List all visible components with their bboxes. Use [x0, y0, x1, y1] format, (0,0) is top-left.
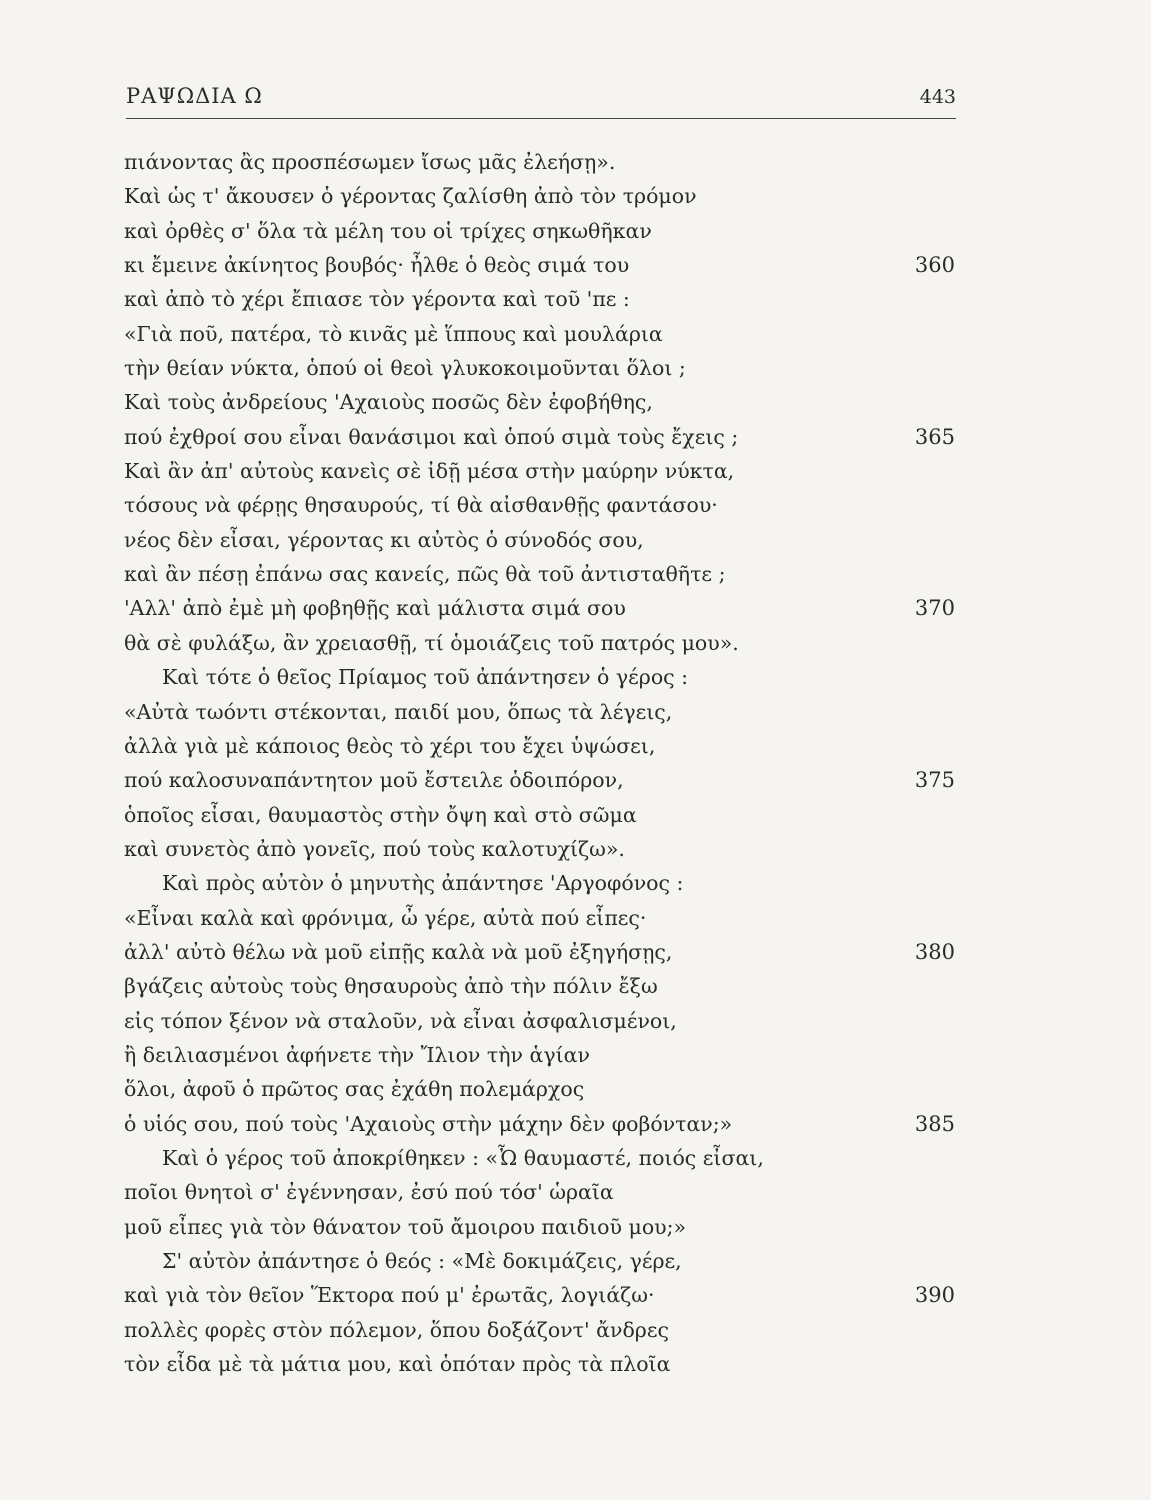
verse-line [0, 935, 1151, 969]
verse-line [0, 248, 1151, 282]
verse-text: τὴν θείαν νύκτα, ὁπού οἱ θεοὶ γλυκοκοιμοῦνται ὅλοι ; [124, 356, 686, 381]
verse-text: καὶ ἀπὸ τὸ χέρι ἔπιασε τὸν γέροντα καὶ τοῦ 'πε : [124, 287, 630, 312]
verse-text: βγάζεις αὐτοὺς τοὺς θησαυροὺς ἀπὸ τὴν πόλιν ἔξω [124, 974, 658, 999]
line-number: 380 [914, 939, 955, 964]
verse-text: ποῖοι θνητοὶ σ' ἐγέννησαν, ἐσύ πού τόσ' ὡραῖα [124, 1180, 614, 1205]
verse-text: 'Αλλ' ἀπὸ ἐμὲ μὴ φοβηθῇς καὶ μάλιστα σιμά σου [124, 596, 626, 621]
verse-line [0, 695, 1151, 729]
verse-line [0, 1107, 1151, 1141]
verse-text: πού καλοσυναπάντητον μοῦ ἔστειλε ὁδοιπόρον, [124, 768, 624, 793]
verse-line [0, 866, 1151, 900]
verse-text: τόσους νὰ φέρῃς θησαυρούς, τί θὰ αἰσθανθῇς φαντάσου· [124, 493, 718, 518]
verse-line [0, 1244, 1151, 1278]
verse-text: ὅλοι, ἀφοῦ ὁ πρῶτος σας ἐχάθη πολεμάρχος [124, 1077, 585, 1102]
verse-line [0, 1210, 1151, 1244]
verse-line [0, 557, 1151, 591]
page-number: 443 [919, 86, 956, 108]
verse-line [0, 832, 1151, 866]
verse-line [0, 1072, 1151, 1106]
verse-text: πολλὲς φορὲς στὸν πόλεμον, ὅπου δοξάζοντ' ἄνδρες [124, 1317, 669, 1342]
verse-text: «Αὐτὰ τωόντι στέκονται, παιδί μου, ὅπως τὰ λέγεις, [124, 699, 673, 724]
verse-line [0, 179, 1151, 213]
verse-line [0, 214, 1151, 248]
verse-text: Καὶ τοὺς ἀνδρείους 'Αχαιοὺς ποσῶς δὲν ἐφοβήθης, [124, 390, 653, 415]
verse-text: ἢ δειλιασμένοι ἀφήνετε τὴν Ἴλιον τὴν ἁγίαν [124, 1042, 590, 1067]
verse-text: ἀλλ' αὐτὸ θέλω νὰ μοῦ εἰπῇς καλὰ νὰ μοῦ ἐξηγήσῃς, [124, 939, 673, 964]
verse-line [0, 1038, 1151, 1072]
line-number: 360 [914, 253, 955, 278]
verse-text: καὶ συνετὸς ἀπὸ γονεῖς, πού τοὺς καλοτυχίζω». [124, 836, 625, 861]
verse-line [0, 1313, 1151, 1347]
verse-line [0, 420, 1151, 454]
verse-text: ὁποῖος εἶσαι, θαυμαστὸς στὴν ὄψη καὶ στὸ σῶμα [124, 802, 637, 827]
verse-line [0, 798, 1151, 832]
verse-text: νέος δὲν εἶσαι, γέροντας κι αὐτὸς ὁ σύνοδός σου, [124, 527, 644, 552]
verse-line [0, 1278, 1151, 1312]
verse-text: τὸν εἶδα μὲ τὰ μάτια μου, καὶ ὁπόταν πρὸς τὰ πλοῖα [124, 1352, 671, 1377]
verse-text-block [0, 145, 1151, 1381]
verse-text: Καὶ πρὸς αὐτὸν ὁ μηνυτὴς ἀπάντησε 'Αργοφόνος : [162, 871, 684, 896]
verse-line [0, 145, 1151, 179]
verse-text: πού ἐχθροί σου εἶναι θανάσιμοι καὶ ὁπού σιμὰ τοὺς ἔχεις ; [124, 424, 739, 449]
verse-line [0, 454, 1151, 488]
verse-line [0, 591, 1151, 625]
verse-line [0, 1004, 1151, 1038]
line-number: 365 [914, 424, 955, 449]
verse-text: «Εἶναι καλὰ καὶ φρόνιμα, ὦ γέρε, αὐτὰ πού εἶπες· [124, 905, 647, 930]
verse-text: «Γιὰ ποῦ, πατέρα, τὸ κινᾶς μὲ ἵππους καὶ μουλάρια [124, 321, 663, 346]
verse-line [0, 626, 1151, 660]
verse-text: εἰς τόπον ξένον νὰ σταλοῦν, νὰ εἶναι ἀσφαλισμένοι, [124, 1008, 677, 1033]
verse-line [0, 1141, 1151, 1175]
verse-text: καὶ ὀρθὲς σ' ὅλα τὰ μέλη του οἱ τρίχες σηκωθῆκαν [124, 218, 652, 243]
verse-text: μοῦ εἶπες γιὰ τὸν θάνατον τοῦ ἄμοιρου παιδιοῦ μου;» [124, 1214, 687, 1239]
verse-line [0, 660, 1151, 694]
verse-line [0, 523, 1151, 557]
header-rule [126, 118, 956, 119]
verse-text: Καὶ ὡς τ' ἄκουσεν ὁ γέροντας ζαλίσθη ἀπὸ τὸν τρόμον [124, 184, 697, 209]
verse-line [0, 488, 1151, 522]
verse-text: Καὶ ὁ γέρος τοῦ ἀποκρίθηκεν : «Ὦ θαυμαστέ, ποιός εἶσαι, [162, 1145, 764, 1170]
line-number: 390 [914, 1283, 955, 1308]
verse-line [0, 969, 1151, 1003]
verse-text: ἀλλὰ γιὰ μὲ κάποιος θεὸς τὸ χέρι του ἔχει ὑψώσει, [124, 733, 656, 758]
verse-text: πιάνοντας ἂς προσπέσωμεν ἴσως μᾶς ἐλεήσῃ». [124, 150, 616, 174]
verse-line [0, 385, 1151, 419]
verse-text: Καὶ ἂν ἀπ' αὐτοὺς κανεὶς σὲ ἰδῇ μέσα στὴν μαύρην νύκτα, [124, 459, 735, 484]
verse-line [0, 763, 1151, 797]
verse-line [0, 901, 1151, 935]
verse-line [0, 282, 1151, 316]
verse-line [0, 351, 1151, 385]
verse-line [0, 1347, 1151, 1381]
verse-text: κι ἔμεινε ἀκίνητος βουβός· ἦλθε ὁ θεὸς σιμά του [124, 253, 630, 278]
verse-text: καὶ γιὰ τὸν θεῖον Ἕκτορα πού μ' ἐρωτᾶς, λογιάζω· [124, 1283, 655, 1308]
verse-line [0, 729, 1151, 763]
verse-text: καὶ ἂν πέσῃ ἐπάνω σας κανείς, πῶς θὰ τοῦ ἀντισταθῆτε ; [124, 562, 726, 587]
verse-text: Καὶ τότε ὁ θεῖος Πρίαμος τοῦ ἀπάντησεν ὁ γέρος : [162, 665, 689, 690]
verse-text: ὁ υἱός σου, πού τοὺς 'Αχαιοὺς στὴν μάχην δὲν φοβόνταν;» [124, 1111, 733, 1136]
line-number: 370 [914, 596, 955, 621]
running-head [126, 78, 956, 118]
verse-line [0, 317, 1151, 351]
line-number: 385 [914, 1111, 955, 1136]
verse-line [0, 1175, 1151, 1209]
verse-text: Σ' αὐτὸν ἀπάντησε ὁ θεός : «Μὲ δοκιμάζεις, γέρε, [162, 1249, 682, 1273]
line-number: 375 [914, 768, 955, 793]
chapter-title: ΡΑΨΩΔΙΑ Ω [126, 84, 263, 108]
verse-text: θὰ σὲ φυλάξω, ἂν χρειασθῇ, τί ὁμοιάζεις τοῦ πατρός μου». [124, 630, 739, 655]
